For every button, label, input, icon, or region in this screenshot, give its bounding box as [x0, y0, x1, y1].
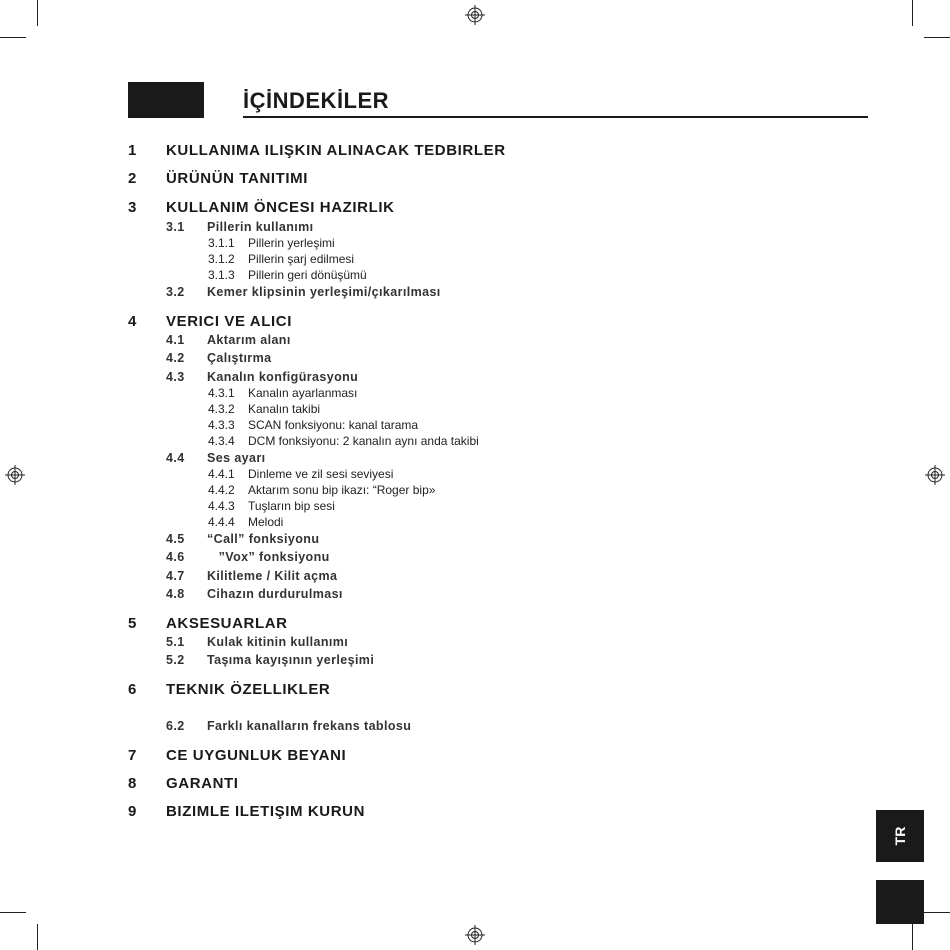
toc-entry-number: 6 [128, 681, 137, 698]
toc-entry-number: 4.7 [166, 569, 185, 583]
toc-entry-number: 4.4.2 [208, 483, 235, 497]
toc-entry-number: 1 [128, 142, 137, 159]
crop-mark [912, 924, 913, 950]
toc-entry-number: 8 [128, 775, 137, 792]
toc-entry-number: 5.2 [166, 653, 185, 667]
toc-entry-title: Taşıma kayışının yerleşimi [207, 653, 375, 667]
crop-mark [924, 37, 950, 38]
title-underline [243, 116, 868, 118]
crop-mark [0, 912, 26, 913]
toc-entry-title: Aktarım alanı [207, 333, 291, 347]
toc-entry-title: Pillerin geri dönüşümü [248, 268, 367, 282]
toc-entry-number: 4.3.2 [208, 402, 235, 416]
toc-entry-number: 4.4.4 [208, 515, 235, 529]
toc-entry-title: Çalıştırma [207, 351, 272, 365]
toc-entry-number: 4.3 [166, 370, 185, 384]
toc-entry-title: Pillerin yerleşimi [248, 236, 335, 250]
toc-entry-title: SCAN fonksiyonu: kanal tarama [248, 418, 419, 432]
toc-entry-number: 4.3.4 [208, 434, 235, 448]
toc-entry-number: 4.4.1 [208, 467, 235, 481]
toc-entry-title: KULLANIMA ILIŞKIN ALINACAK TEDBIRLER [166, 142, 506, 159]
toc-entry-number: 4.2 [166, 351, 185, 365]
crop-mark [912, 0, 913, 26]
toc-entry-title: Farklı kanalların frekans tablosu [207, 719, 412, 733]
toc-entry-number: 6.2 [166, 719, 185, 733]
toc-entry-title: BIZIMLE ILETIŞIM KURUN [166, 803, 366, 820]
toc-entry-number: 4.4.3 [208, 499, 235, 513]
toc-entry-title: Kulak kitinin kullanımı [207, 635, 349, 649]
toc-entry-title: Pillerin şarj edilmesi [248, 252, 355, 266]
toc-entry-title: Dinleme ve zil sesi seviyesi [248, 467, 394, 481]
toc-entry-title: Pillerin kullanımı [207, 220, 314, 234]
toc-entry-number: 3.1.2 [208, 252, 235, 266]
toc-entry-number: 4.6 [166, 550, 185, 564]
toc-entry-title: “Call” fonksiyonu [207, 532, 320, 546]
toc-entry-title: Kanalın takibi [248, 402, 321, 416]
toc-entry-number: 2 [128, 170, 137, 187]
language-tab-label: TR [892, 826, 908, 846]
registration-mark-icon [465, 5, 485, 25]
toc-entry-number: 3.2 [166, 285, 185, 299]
toc-entry-number: 4 [128, 313, 137, 330]
registration-mark-icon [465, 925, 485, 945]
crop-mark [0, 37, 26, 38]
toc-entry-number: 3.1.3 [208, 268, 235, 282]
language-tab [876, 810, 924, 862]
crop-mark [37, 924, 38, 950]
page-title: İÇİNDEKİLER [243, 88, 390, 113]
toc-entry-title: Cihazın durdurulması [207, 587, 343, 601]
toc-entry-title: AKSESUARLAR [166, 615, 288, 632]
toc-entry-title: Kanalın ayarlanması [248, 386, 358, 400]
title-block-decoration [128, 82, 204, 118]
toc-entry-number: 4.3.1 [208, 386, 235, 400]
toc-entry-title: Kilitleme / Kilit açma [207, 569, 338, 583]
toc-entry-number: 3.1.1 [208, 236, 235, 250]
toc-entry-number: 5.1 [166, 635, 185, 649]
registration-mark-icon [5, 465, 25, 485]
toc-entry-title: CE UYGUNLUK BEYANI [166, 747, 347, 764]
toc-entry-title: DCM fonksiyonu: 2 kanalın aynı anda takibi [248, 434, 479, 448]
crop-mark [37, 0, 38, 26]
toc-entry-number: 4.1 [166, 333, 185, 347]
toc-entry-title: TEKNIK ÖZELLIKLER [166, 681, 331, 698]
toc-entry-title: ”Vox” fonksiyonu [207, 550, 330, 564]
toc-entry-title: Kanalın konfigürasyonu [207, 370, 359, 384]
toc-entry-number: 4.4 [166, 451, 185, 465]
toc-entry-title: Ses ayarı [207, 451, 266, 465]
toc-entry-number: 7 [128, 747, 137, 764]
toc-entry-number: 9 [128, 803, 137, 820]
toc-entry-title: KULLANIM ÖNCESI HAZIRLIK [166, 199, 395, 216]
crop-mark [924, 912, 950, 913]
toc-entry-number: 4.3.3 [208, 418, 235, 432]
toc-entry-title: Kemer klipsinin yerleşimi/çıkarılması [207, 285, 441, 299]
toc-entry-title: Tuşların bip sesi [248, 499, 335, 513]
toc-entry-number: 3.1 [166, 220, 185, 234]
registration-mark-icon [925, 465, 945, 485]
toc-entry-title: VERICI VE ALICI [166, 313, 292, 330]
toc-entry-title: GARANTI [166, 775, 239, 792]
toc-entry-number: 4.5 [166, 532, 185, 546]
toc-entry-number: 3 [128, 199, 137, 216]
toc-entry-number: 4.8 [166, 587, 185, 601]
toc-entry-title: ÜRÜNÜN TANITIMI [166, 170, 309, 187]
toc-entry-title: Melodi [248, 515, 284, 529]
toc-entry-title: Aktarım sonu bip ikazı: “Roger bip» [248, 483, 436, 497]
corner-block-decoration [876, 880, 924, 924]
toc-entry-number: 5 [128, 615, 137, 632]
